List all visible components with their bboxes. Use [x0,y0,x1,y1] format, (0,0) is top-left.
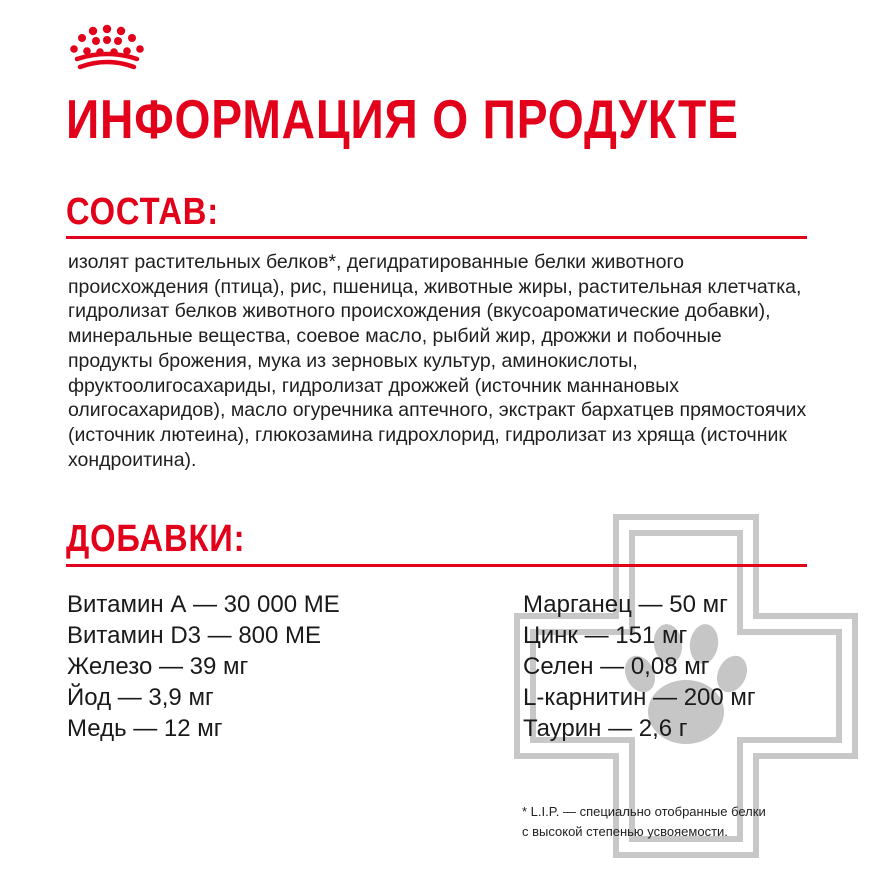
additives-divider [66,564,807,567]
additive-item: Витамин D3 — 800 МЕ [67,622,322,649]
additive-item: Цинк — 151 мг [523,622,688,649]
footnote [522,802,842,842]
footnote-line-2: с высокой степенью усвояемости. [522,824,728,839]
royal-canin-crown-icon [68,24,146,74]
additives-list-right [523,589,756,744]
additive-item: Витамин А — 30 000 МЕ [67,591,340,618]
additive-item: Таурин — 2,6 г [523,715,688,742]
composition-text: изолят растительных белков*, дегидратированные белки животного происхождения (птица), рис, пшеница, животные жиры, растительная клетчатка, гидролизат белков животного происхождения (вкусоароматические добавки), минеральные вещества, соевое масло, рыбий жир, дрожжи и побочные продукты брожения, мука из зерновых культур, аминокислоты, фруктоолигосахариды, гидролизат дрожжей (источник маннановых олигосахаридов), масло огуречника аптечного, экстракт бархатцев прямостоячих (источник лютеина), глюкозамина гидрохлорид, гидролизат из хряща (источник хондроитина). [68,251,807,471]
footnote-line-1: * L.I.P. — специально отобранные белки [522,804,766,819]
additive-item: Медь — 12 мг [67,715,223,742]
composition-divider [66,236,807,239]
additives-list-left [67,589,340,744]
additive-item: L-карнитин — 200 мг [523,684,756,711]
additive-item: Селен — 0,08 мг [523,653,710,680]
additive-item: Йод — 3,9 мг [67,684,214,711]
page-title: ИНФОРМАЦИЯ О ПРОДУКТЕ [66,88,739,150]
composition-heading: СОСТАВ: [66,191,220,233]
additive-item: Железо — 39 мг [67,653,249,680]
additives-heading: ДОБАВКИ: [66,518,246,560]
additive-item: Марганец — 50 мг [523,591,728,618]
